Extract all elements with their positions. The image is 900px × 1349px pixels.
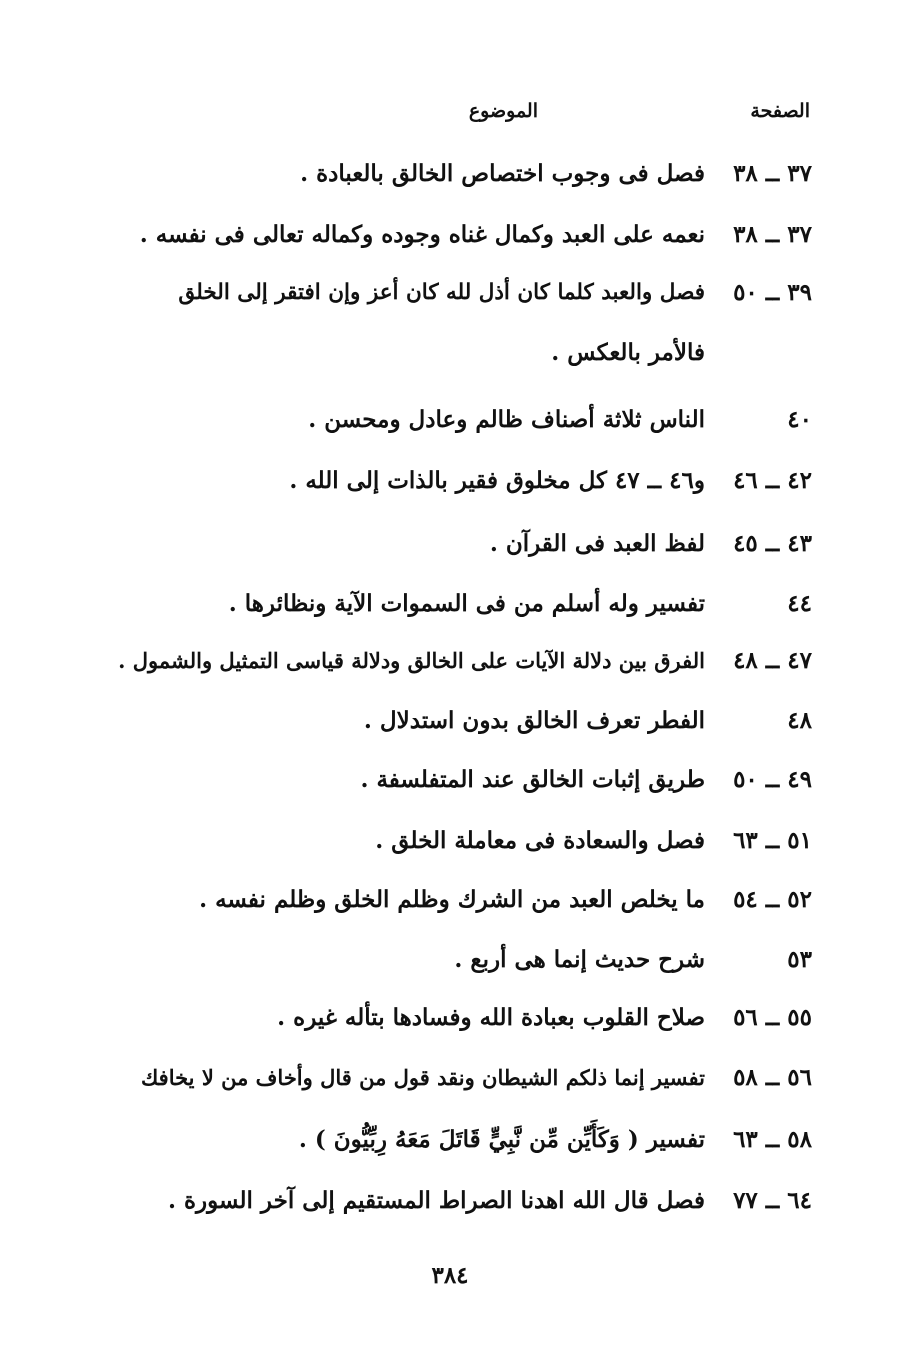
entry-topic: ما يخلص العبد من الشرك وظلم الخلق وظلم نفسه .	[199, 886, 705, 913]
index-entry	[0, 584, 900, 624]
index-entry	[0, 215, 900, 255]
entry-page-range: ٥٦ ــ ٥٨	[733, 1064, 812, 1091]
entry-topic: صلاح القلوب بعبادة الله وفسادها بتأله غيره .	[277, 1004, 705, 1031]
entry-topic: فصل والسعادة فى معاملة الخلق .	[375, 827, 705, 854]
entry-topic: تفسير وله أسلم من فى السموات الآية ونظائرها .	[228, 590, 705, 617]
entry-page-range: ٤٩ ــ ٥٠	[733, 766, 812, 793]
index-entry	[0, 154, 900, 194]
index-entry	[0, 461, 900, 501]
entry-page-range: ٣٧ ــ ٣٨	[733, 160, 812, 187]
entry-topic: تفسير إنما ذلكم الشيطان ونقد قول من قال وأخاف من لا يخافك	[140, 1065, 705, 1090]
index-entry	[0, 524, 900, 564]
entry-topic: الفطر تعرف الخالق بدون استدلال .	[363, 707, 705, 734]
index-entry	[0, 998, 900, 1038]
entry-topic: الفرق بين دلالة الآيات على الخالق ودلالة قياسى التمثيل والشمول .	[118, 648, 705, 673]
entry-page-range: ٤٤	[787, 590, 812, 617]
entry-page-range: ٣٧ ــ ٣٨	[733, 221, 812, 248]
entry-topic: لفظ العبد فى القرآن .	[489, 530, 705, 557]
entry-page-range: ٤٠	[787, 406, 812, 433]
entry-topic-continuation: فالأمر بالعكس .	[551, 339, 705, 366]
entry-topic: الناس ثلاثة أصناف ظالم وعادل ومحسن .	[308, 406, 705, 433]
entry-topic: فصل قال الله اهدنا الصراط المستقيم إلى آخر السورة .	[167, 1187, 705, 1214]
entry-topic: فصل فى وجوب اختصاص الخالق بالعبادة .	[300, 160, 705, 187]
index-entry	[0, 821, 900, 861]
entry-topic: و٤٦ ــ ٤٧ كل مخلوق فقير بالذات إلى الله .	[289, 467, 705, 494]
entry-page-range: ٤٢ ــ ٤٦	[733, 467, 812, 494]
index-entry	[0, 641, 900, 681]
topic-column-header: الموضوع	[468, 100, 538, 122]
index-entry	[0, 1120, 900, 1160]
entry-page-range: ٥١ ــ ٦٣	[733, 827, 812, 854]
entry-page-range: ٥٨ ــ ٦٣	[733, 1126, 812, 1153]
index-entry	[0, 1058, 900, 1098]
entry-page-range: ٥٣	[787, 946, 812, 973]
entry-topic: تفسير ( وَكَأَيِّن مِّن نَّبِيٍّ قَاتَلَ مَعَهُ رِبِّيُّونَ ) .	[298, 1126, 705, 1153]
index-entry	[0, 701, 900, 741]
entry-page-range: ٤٣ ــ ٤٥	[733, 530, 812, 557]
entry-page-range: ٥٢ ــ ٥٤	[733, 886, 812, 913]
entry-page-range: ٥٥ ــ ٥٦	[733, 1004, 812, 1031]
page-number: ٣٨٤	[431, 1262, 469, 1289]
index-entry	[0, 940, 900, 980]
entry-topic: نعمه على العبد وكمال غناه وجوده وكماله تعالى فى نفسه .	[139, 221, 705, 248]
index-entry	[0, 400, 900, 440]
entry-page-range: ٣٩ ــ ٥٠	[733, 279, 812, 306]
index-entry	[0, 1181, 900, 1221]
index-entry-continuation	[0, 333, 900, 373]
entry-page-range: ٦٤ ــ ٧٧	[733, 1187, 812, 1214]
index-entry	[0, 880, 900, 920]
entry-page-range: ٤٨	[787, 707, 812, 734]
index-entry	[0, 273, 900, 313]
entry-page-range: ٤٧ ــ ٤٨	[733, 647, 812, 674]
index-entry	[0, 760, 900, 800]
entry-topic: شرح حديث إنما هى أربع .	[454, 946, 705, 973]
entry-topic: طريق إثبات الخالق عند المتفلسفة .	[360, 766, 705, 793]
page-column-header: الصفحة	[750, 100, 810, 122]
entry-topic: فصل والعبد كلما كان أذل لله كان أعز وإن افتقر إلى الخلق	[178, 280, 705, 305]
